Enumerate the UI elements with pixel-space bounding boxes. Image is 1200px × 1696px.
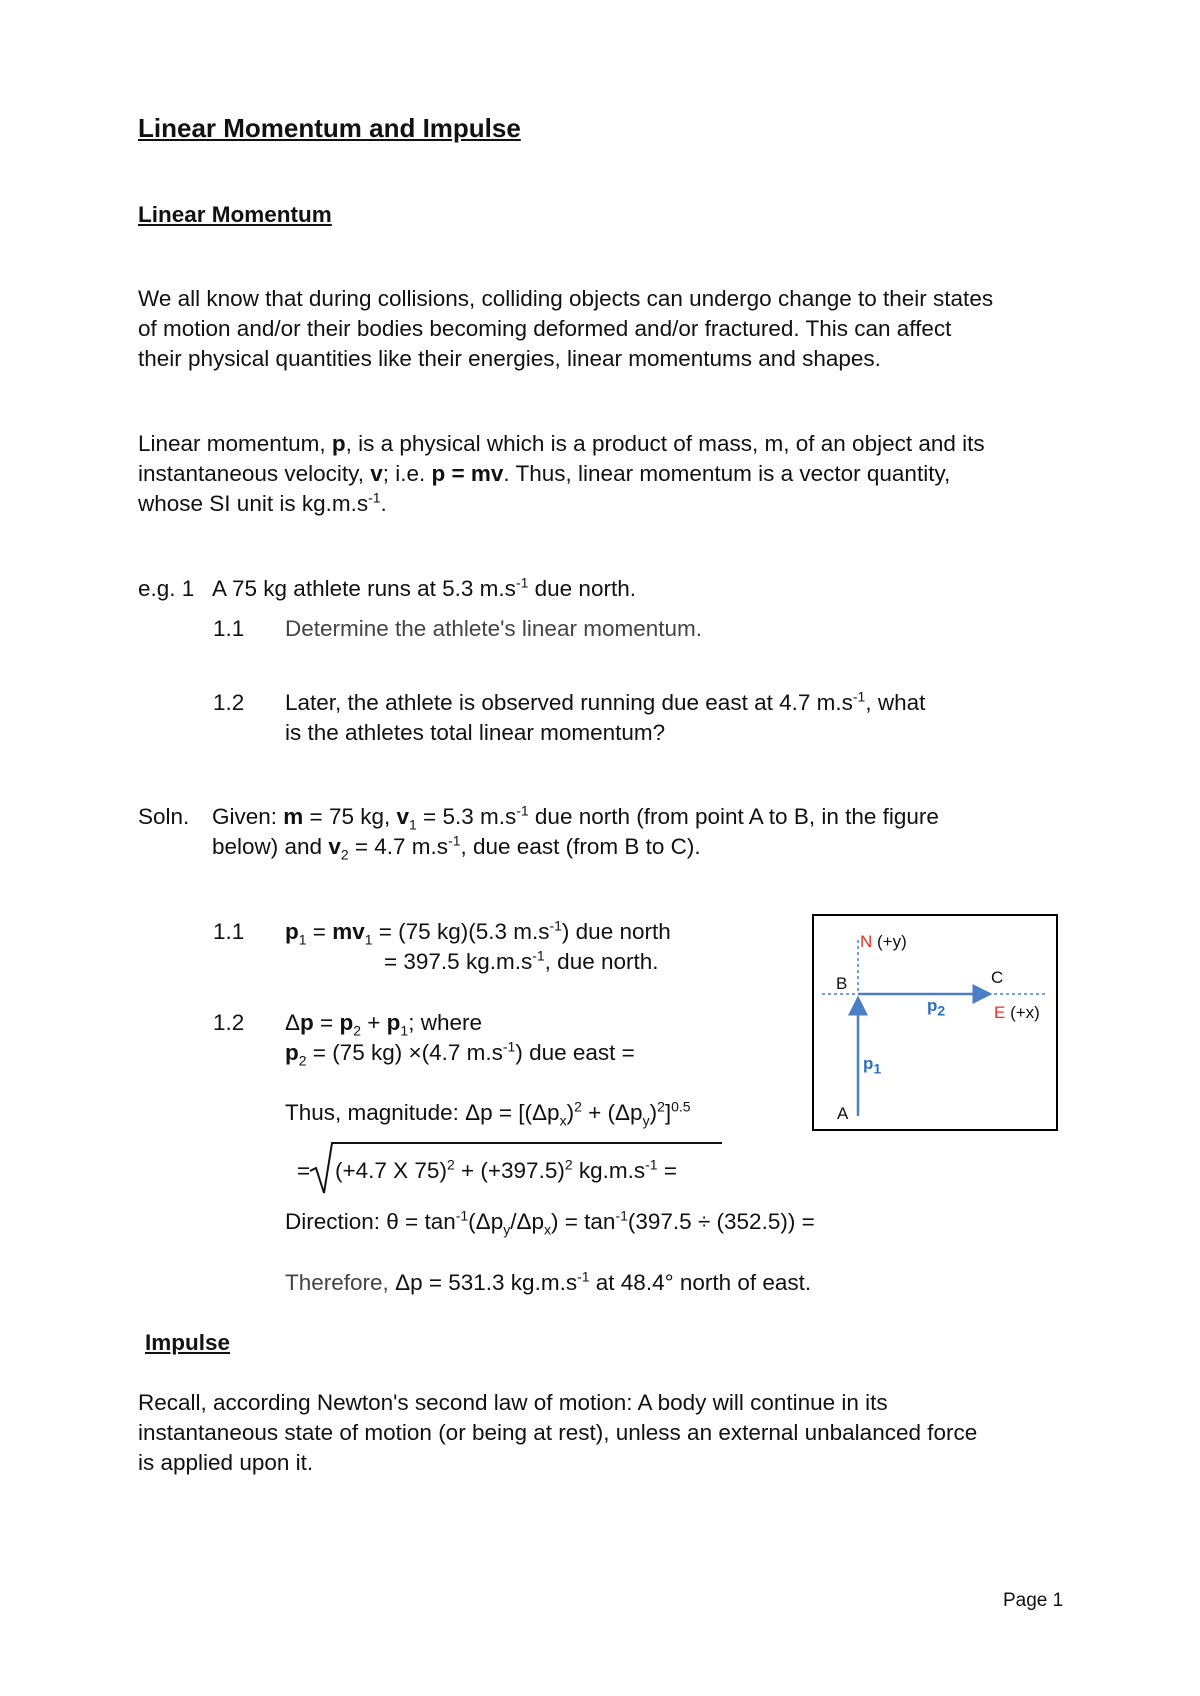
question-number: 1.2: [213, 690, 245, 715]
point-c-label: C: [991, 968, 1004, 987]
question-text: is the athletes total linear momentum?: [285, 720, 666, 745]
example-label: e.g. 1: [138, 576, 195, 601]
root-expression: (+4.7 X $75)^2 + (+397.5)^2$ $kg.m.s^{-1}$ =: [335, 1156, 677, 1183]
p1-label: $p_1$: [863, 1054, 882, 1077]
solution-label: Soln.: [138, 804, 190, 829]
solution-step-number: 1.2: [213, 1010, 245, 1035]
north-label: N (+y): [860, 932, 907, 951]
solution-step: $p_2 = (75$ kg) ×(4.7 $m.s^{-1}$) due east =: [285, 1038, 635, 1069]
para2-line: instantaneous velocity, v; i.e. p = mv. Thus, linear momentum is a vector quantity,: [138, 461, 951, 486]
question-text: Later, the athlete is observed running due east at 4.7 $m.s^{-1}$, what: [285, 688, 926, 715]
section-heading-impulse: Impulse: [145, 1330, 231, 1355]
example-statement: A 75 kg athlete runs at 5.3 $m.s^{-1}$ due north.: [212, 574, 636, 601]
impulse-line: Recall, according Newton's second law of motion: A body will continue in its: [138, 1390, 888, 1415]
momentum-vector-diagram: [812, 914, 1058, 1131]
question-number: 1.1: [213, 616, 245, 641]
page-title: Linear Momentum and Impulse: [138, 113, 521, 143]
section-heading-linear-momentum: Linear Momentum: [138, 202, 332, 227]
result-line: Therefore, Δp = 531.3 $kg.m.s^{-1}$ at 48.4° north of east.: [285, 1268, 812, 1295]
para1-line: their physical quantities like their energies, linear momentums and shapes.: [138, 346, 881, 371]
impulse-line: is applied upon it.: [138, 1450, 314, 1475]
magnitude-formula: Thus, magnitude: $\Delta p = [(\Delta p_x)^2 + (\Delta p_y)^2]^{0.5}$: [285, 1098, 691, 1129]
solution-step-number: 1.1: [213, 919, 245, 944]
para1-line: of motion and/or their bodies becoming deformed and/or fractured. This can affect: [138, 316, 952, 341]
solution-step: = 397.5 $kg.m.s^{-1}$, due north.: [384, 947, 659, 974]
east-label: E (+x): [994, 1003, 1040, 1022]
solution-step: $\Delta p = p_2 + p_1$; where: [285, 1010, 482, 1039]
direction-formula: Direction: $\theta = \tan^{-1}(\Delta p_y/\Delta p_x) = \tan^{-1}(397.5 \div (352.5))$ =: [285, 1207, 815, 1238]
page-number: Page 1: [1003, 1590, 1064, 1611]
solution-step: $p_1 = mv_1 = (75$ kg)(5.3 $m.s^{-1}$) due north: [285, 917, 671, 948]
point-b-label: B: [836, 974, 848, 993]
root-equals: =: [297, 1158, 311, 1183]
impulse-line: instantaneous state of motion (or being at rest), unless an external unbalanced force: [138, 1420, 978, 1445]
para1-line: We all know that during collisions, colliding objects can undergo change to their states: [138, 286, 994, 311]
given-line: Given: m = 75 kg, $v_1 = 5.3$ $m.s^{-1}$ due north (from point A to B, in the figure: [212, 802, 939, 833]
para2-line: Linear momentum, p, is a physical which is a product of mass, m, of an object and its: [138, 431, 985, 456]
vector-arrows: [814, 916, 1060, 1133]
para2-line: whose SI unit is $kg.m.s^{-1}$.: [138, 489, 387, 516]
p2-label: $p_2$: [927, 996, 946, 1019]
question-text: Determine the athlete's linear momentum.: [285, 616, 702, 641]
given-line: below) and $v_2 = 4.7$ $m.s^{-1}$, due east (from B to C).: [212, 832, 701, 863]
point-a-label: A: [837, 1104, 849, 1123]
